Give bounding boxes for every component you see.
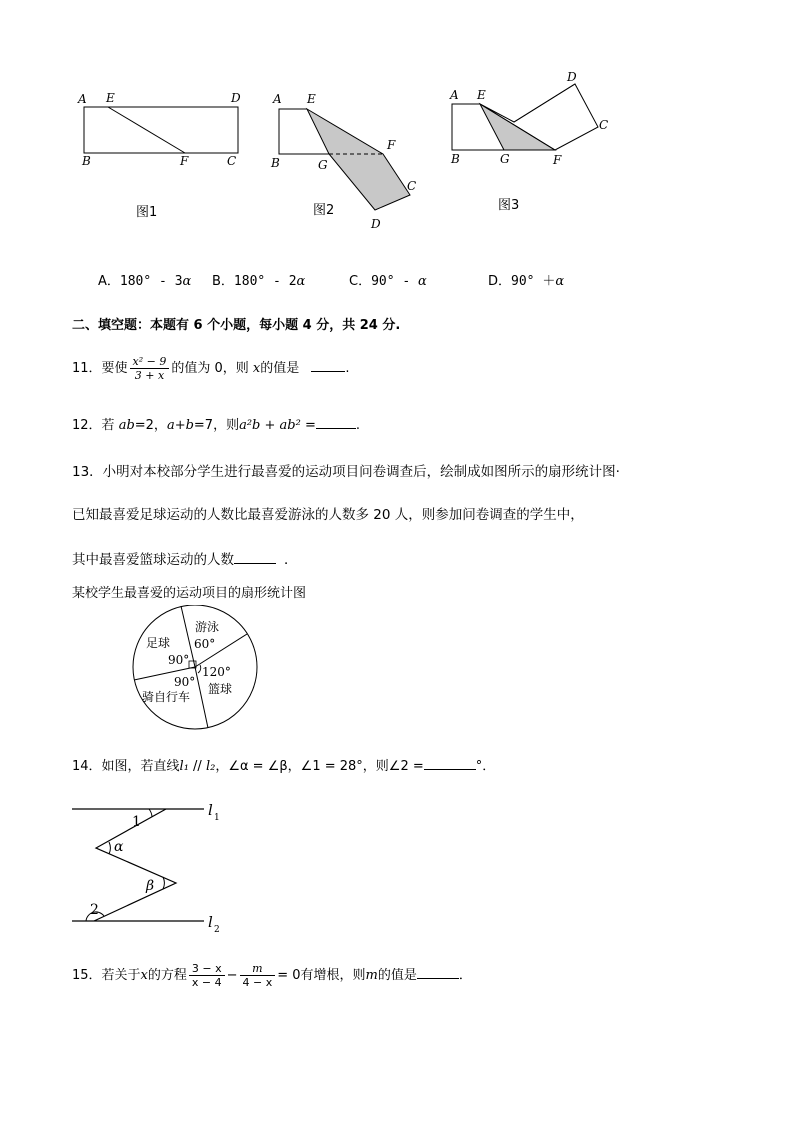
fig2-point-D: D	[371, 217, 381, 231]
option-b-letter: B．	[212, 274, 234, 289]
option-d-var: α	[555, 274, 565, 289]
q15-den-2: 4 − x	[242, 976, 273, 989]
fig3-point-E: E	[477, 88, 486, 102]
q14-prefix: 14．如图，若直线	[72, 759, 180, 774]
q15-mid: 的方程	[147, 968, 187, 983]
q13-line-2: 已知最喜爱足球运动的人数比最喜爱游泳的人数多 20 人，则参加问卷调查的学生中，	[72, 507, 584, 523]
q15-num-1: 3 − x	[189, 962, 225, 976]
figure-1	[70, 85, 250, 225]
fig2-point-E: E	[307, 92, 316, 106]
option-b-var: α	[296, 274, 306, 289]
q14-angle-2: 2	[90, 902, 99, 918]
fig1-point-B: B	[82, 154, 91, 168]
fig2-point-A: A	[273, 92, 282, 106]
q13-line-1: 13．小明对本校部分学生进行最喜爱的运动项目问卷调查后，绘制成如图所示的扇形统计图·	[72, 464, 620, 480]
option-c-letter: C．	[349, 274, 372, 289]
option-d-expr: 90° ＋	[511, 274, 556, 289]
figure-3	[440, 70, 620, 220]
q12-apb: a+b	[166, 418, 194, 433]
q15-prefix: 15．若关于	[72, 968, 141, 983]
pie-chart-title: 某校学生最喜爱的运动项目的扇形统计图	[72, 586, 307, 601]
fig3-point-G: G	[500, 152, 510, 166]
q15-answer-blank[interactable]	[417, 977, 459, 979]
pie-chart	[128, 605, 263, 730]
fig3-point-A: A	[450, 88, 459, 102]
q14-l2: l₂	[205, 759, 216, 774]
q15-num-2: m	[240, 962, 276, 976]
q12-eq2: =7，则	[193, 418, 240, 433]
fig1-point-F: F	[180, 154, 189, 168]
fig2-point-C: C	[407, 179, 417, 193]
q14-label-l2-sub: 2	[214, 925, 220, 935]
fig2-point-B: B	[271, 156, 280, 170]
q13-answer-blank[interactable]	[234, 562, 276, 564]
q14-parallel: //	[188, 759, 206, 774]
q14-beta: β	[146, 878, 155, 894]
question-15	[72, 962, 472, 989]
fig3-point-B: B	[451, 152, 460, 166]
q15-minus: −	[226, 968, 238, 983]
question-12	[72, 414, 360, 433]
q14-label-l1: l	[208, 801, 213, 819]
sector-label-swimming: 游泳	[195, 620, 220, 634]
q11-end: .	[345, 361, 350, 376]
option-c-expr: 90° -	[371, 274, 419, 289]
q14-end: °．	[475, 759, 496, 774]
q14-label-l2: l	[208, 913, 213, 931]
q11-fraction	[130, 355, 170, 382]
q15-var: x	[140, 968, 148, 983]
q12-expr: a²b + ab²	[239, 418, 301, 433]
option-c-var: α	[418, 274, 427, 289]
q13-line-3-end: ．	[284, 552, 298, 568]
q15-suffix: 的值是	[377, 968, 417, 983]
q12-answer-blank[interactable]	[316, 427, 356, 429]
option-d	[488, 270, 564, 289]
q15-den-1: x − 4	[191, 976, 222, 989]
q14-cond1: ，∠α = ∠β，	[215, 759, 301, 774]
q14-alpha: α	[114, 839, 124, 855]
fig3-point-C: C	[599, 118, 609, 132]
fig1-caption: 图1	[136, 205, 158, 220]
q15-fraction-1	[189, 962, 225, 989]
option-a-expr: 180° - 3	[119, 274, 183, 289]
sector-angle-swimming: 60°	[194, 637, 216, 651]
question-11	[72, 355, 350, 382]
q14-l1: l₁	[179, 759, 189, 774]
q14-cond2: ∠1 = 28°，则∠2 =	[300, 759, 424, 774]
q15-eq: = 0有增根，则	[277, 968, 366, 983]
q11-suffix: 的值是	[260, 361, 300, 376]
fig2-point-G: G	[318, 158, 328, 172]
option-d-letter: D．	[488, 274, 512, 289]
q14-label-l1-sub: 1	[214, 813, 220, 823]
q11-answer-blank[interactable]	[311, 370, 345, 372]
fig3-point-D: D	[567, 70, 577, 84]
q15-end: ．	[458, 968, 472, 983]
figure-2	[265, 85, 435, 240]
sector-label-bicycle: 骑自行车	[142, 690, 191, 704]
sector-label-football: 足球	[146, 636, 171, 650]
q15-mvar: m	[365, 968, 378, 983]
fig3-caption: 图3	[498, 198, 520, 213]
sector-angle-football: 90°	[168, 653, 190, 667]
q11-numerator: x² − 9	[130, 355, 170, 369]
q12-eq3: =	[300, 418, 316, 433]
q15-fraction-2	[240, 962, 276, 989]
option-a	[98, 270, 191, 289]
q14-figure	[66, 795, 236, 940]
q12-prefix: 12．若	[72, 418, 119, 433]
q14-angle-1: 1	[132, 814, 141, 830]
q12-eq1: =2，	[134, 418, 167, 433]
sector-angle-basketball: 120°	[202, 665, 231, 679]
sector-label-basketball: 篮球	[208, 682, 233, 696]
question-14	[72, 755, 495, 774]
fig3-point-F: F	[553, 153, 562, 167]
fig1-point-E: E	[106, 91, 115, 105]
option-c	[349, 270, 427, 289]
fig2-point-F: F	[387, 138, 396, 152]
q14-answer-blank[interactable]	[424, 768, 476, 770]
fig1-point-D: D	[231, 91, 241, 105]
q11-denominator: 3 + x	[134, 369, 165, 382]
q12-ab: ab	[118, 418, 135, 433]
q12-end: .	[355, 418, 360, 433]
section-2-title: 二、填空题：本题有 6 个小题，每小题 4 分，共 24 分.	[72, 318, 401, 333]
fig1-point-C: C	[227, 154, 237, 168]
q13-line-3-text: 其中最喜爱篮球运动的人数	[72, 552, 234, 568]
option-a-var: α	[182, 274, 192, 289]
fig2-caption: 图2	[313, 203, 335, 218]
sector-angle-bicycle: 90°	[174, 675, 196, 689]
option-b-expr: 180° - 2	[233, 274, 297, 289]
q11-prefix: 11．要使	[72, 361, 128, 376]
q11-mid: 的值为 0，则	[171, 361, 253, 376]
option-b	[212, 270, 305, 289]
q11-var: x	[252, 361, 261, 376]
fig1-point-A: A	[78, 92, 87, 106]
option-a-letter: A．	[98, 274, 120, 289]
q13-line-3	[72, 548, 298, 568]
